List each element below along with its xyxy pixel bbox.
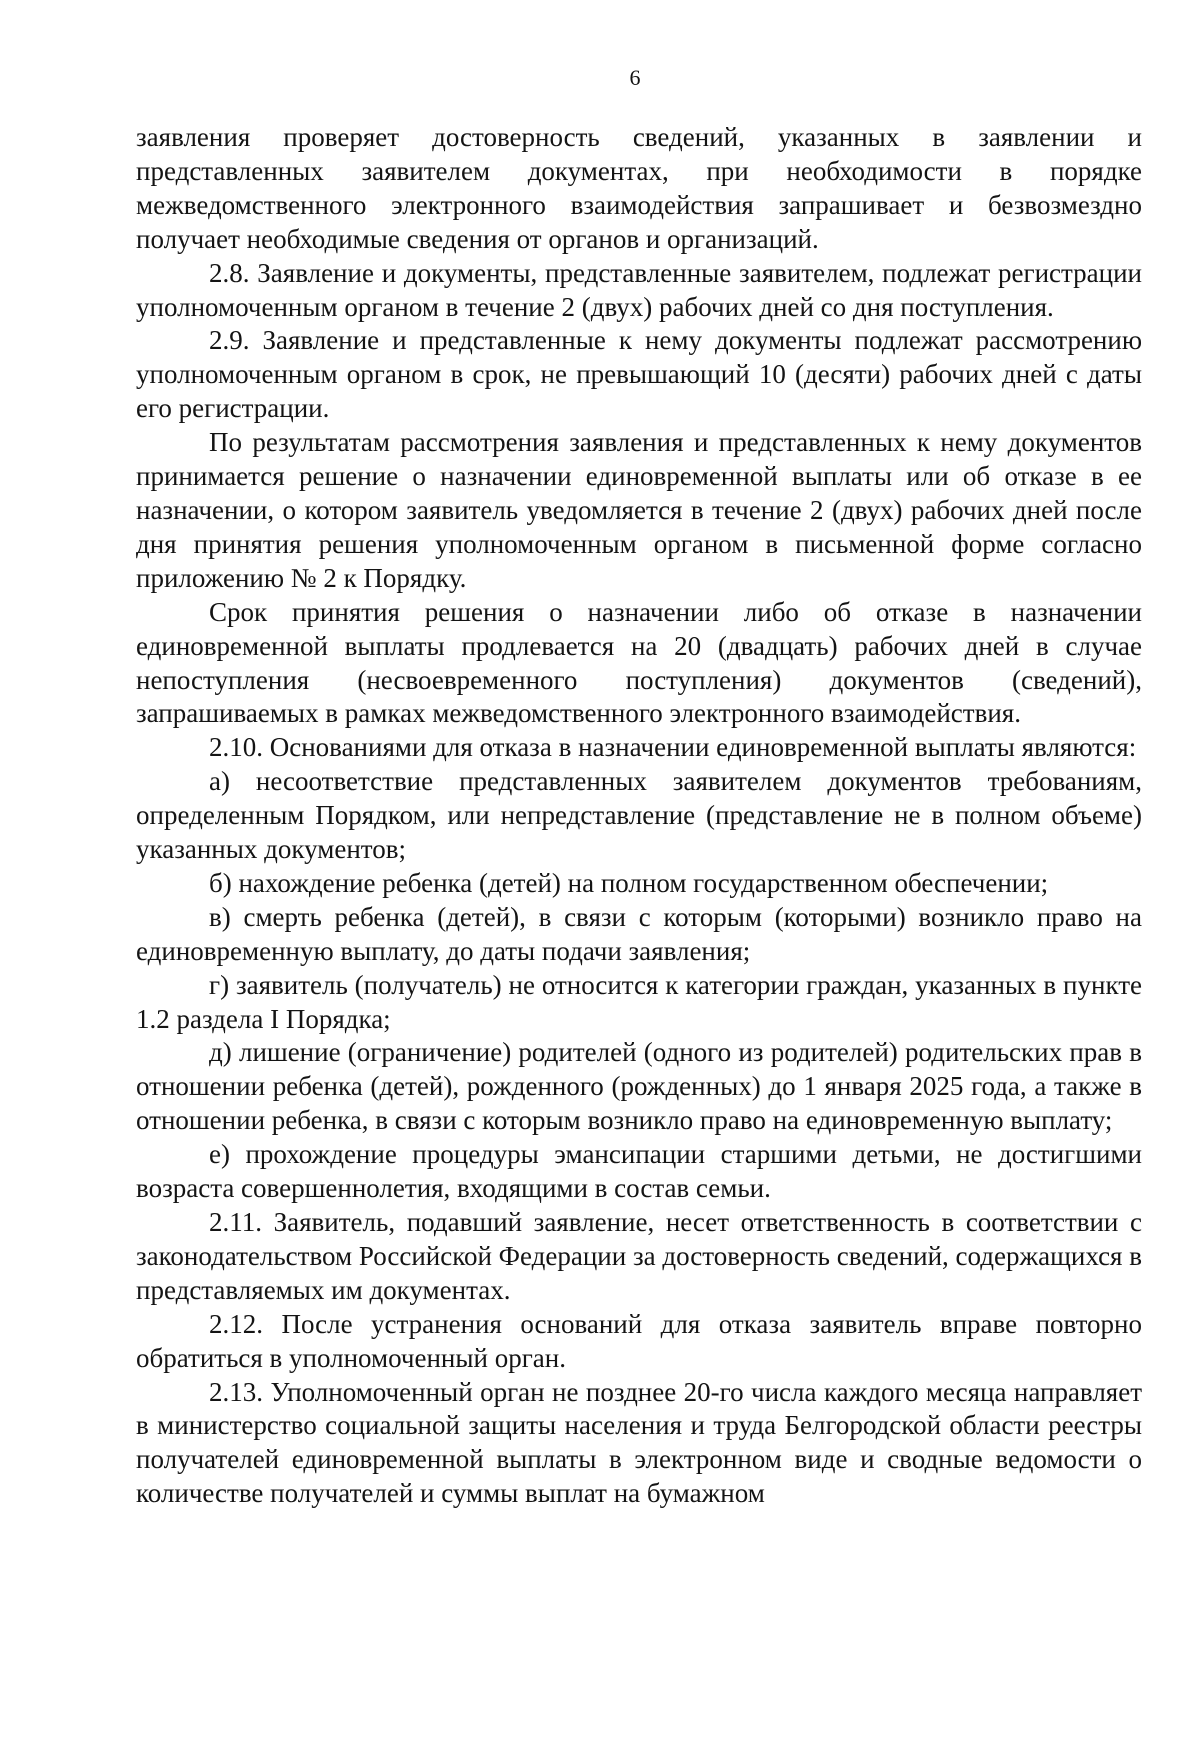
list-item-g: г) заявитель (получатель) не относится к категории граждан, указанных в пункте 1.2 раздела I Порядка; <box>136 969 1142 1034</box>
paragraph-2-9: 2.9. Заявление и представленные к нему документы подлежат рассмотрению уполномоченным органом в срок, не превышающий 10 (десяти) рабочих дней с даты его регистрации. <box>136 325 1142 424</box>
list-item-a: а) несоответствие представленных заявителем документов требованиям, определенным Порядком, или непредставление (представление не в полном объеме) указанных документов; <box>136 766 1142 865</box>
paragraph-2-11: 2.11. Заявитель, подавший заявление, несет ответственность в соответствии с законодательством Российской Федерации за достоверность сведений, содержащихся в представляемых им документах. <box>136 1207 1142 1305</box>
list-item-d: д) лишение (ограничение) родителей (одного из родителей) родительских прав в отношении ребенка (детей), рожденного (рожденных) до 1 января 2025 года, а также в отношении ребенка, в связи с которым возникло право на единовременную выплату; <box>136 1037 1142 1136</box>
paragraph-review-results: По результатам рассмотрения заявления и представленных к нему документов принимается решение о назначении единовременной выплаты или об отказе в ее назначении, о котором заявитель уведомляется в течение 2 (двух) рабочих дней после дня принятия решения уполномоченным органом в письменной форме согласно приложению № 2 к Порядку. <box>136 427 1142 593</box>
paragraph-2-13: 2.13. Уполномоченный орган не позднее 20-го числа каждого месяца направляет в министерство социальной защиты населения и труда Белгородской области реестры получателей единовременной выплаты в электронном виде и сводные ведомости о количестве получателей и суммы выплат на бумажном <box>136 1376 1142 1509</box>
paragraph-continuation: заявления проверяет достоверность сведений, указанных в заявлении и представленных заявителем документах, при необходимости в порядке межведомственного электронного взаимодействия запрашивает и безвозмездно получает необходимые сведения от органов и организаций. <box>136 122 1142 254</box>
paragraph-decision-term: Срок принятия решения о назначении либо об отказе в назначении единовременной выплаты продлевается на 20 (двадцать) рабочих дней в случае непоступления (несвоевременного поступления) документов (сведений), запрашиваемых в рамках межведомственного электронного взаимодействия. <box>136 596 1142 729</box>
paragraph-2-12: 2.12. После устранения оснований для отказа заявитель вправе повторно обратиться в уполномоченный орган. <box>136 1308 1142 1373</box>
list-item-e: е) прохождение процедуры эмансипации старшими детьми, не достигшими возраста совершеннолетия, входящими в состав семьи. <box>136 1139 1142 1204</box>
page-number: 6 <box>629 65 641 90</box>
paragraph-2-10: 2.10. Основаниями для отказа в назначении единовременной выплаты являются: <box>209 732 1137 763</box>
paragraph-2-8: 2.8. Заявление и документы, представленные заявителем, подлежат регистрации уполномоченным органом в течение 2 (двух) рабочих дней со дня поступления. <box>136 257 1142 322</box>
list-item-v: в) смерть ребенка (детей), в связи с которым (которыми) возникло право на единовременную выплату, до даты подачи заявления; <box>136 901 1142 966</box>
document-body <box>136 121 1142 1511</box>
list-item-b: б) нахождение ребенка (детей) на полном государственном обеспечении; <box>209 867 1049 898</box>
